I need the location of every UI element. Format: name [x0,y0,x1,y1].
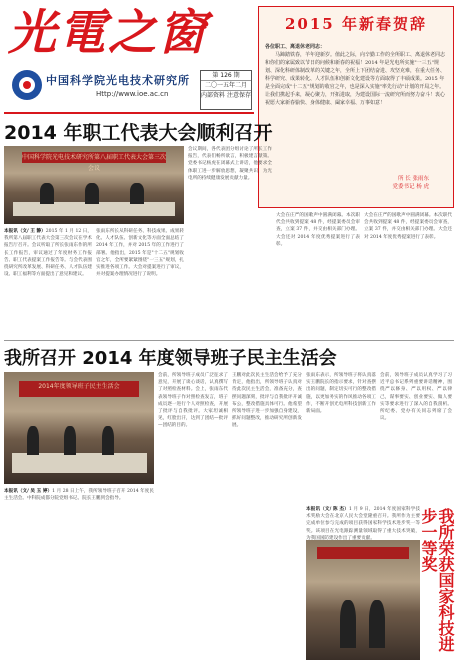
article2-col2: 王鹏对此次民主生活会给予了充分肯定，他指出，所领导班子认真对待此次民主生活会，准备充分，查摆问题深刻，批评与自我批评开诚布公，整改措施具体可行。他希望所领导班子进一步加强自身建设，抓好问题整改，推动研究所创新发展。 [232,373,302,429]
article2-headline: 我所召开 2014 年度领导班子民主生活会 [4,348,337,369]
photo1-person [85,183,99,203]
greeting-text: 马蹄踏铁春，羊年迎新岁。值此之际，向辛勤工作的全所职工、离退休老同志和你们的家属致以节日的问候和新春的祝福！2014 年是光电所实施"一三五"规划、深化科研体制改革的关键之年，全所上下团结奋进、攻坚克难，在重大任务、科学研究、成果转化、人才队伍和创新文化建设等方面取得了丰硕成果。2015 年是全面完成"十二五"规划的收官之年，也是深入实施"率先行动"计划的开局之年。让我们携起手来，凝心聚力，开拓进取，为建设国际一流研究所而努力奋斗！衷心祝愿大家新春愉快、身体健康、阖家幸福、万事如意！ [265,52,446,106]
article3-byline: 本报讯（文/ 陈 杰） [306,507,349,512]
photo1-table [13,202,175,216]
greeting-body [265,43,447,107]
photo1-person [130,183,144,203]
photo1-banner: 中国科学院光电技术研究所第八届职工代表大会第三次会议 [22,154,167,173]
article2-col1: 会前，所领导班子成员广泛征求了意见，开展了谈心谈话，认真撰写了对照检查材料。会上，张雨东代表领导班子作对照检查发言，班子成员逐一进行个人对照检查，开展了批评与自我批评。大家坦诚相见，红脸出汗，达到了团结—批评—团结的目的。 [158,373,228,429]
photo2-person [27,426,39,455]
article2-byline: 本报讯（文/ 吴 玉 婷） [4,489,53,494]
article3-headline: 我所荣获国家科技进步一等奖 [419,508,455,652]
article1-col1: 本报讯（文/ 王 静）2015 年 1 月 12 日，我所第八届职工代表大会第三次会议在学术报告厅召开。会议听取了所长张雨东作的所长工作报告，审议通过了年度财务工作报告、职工代表提案工作报告等。与会代表围绕研究所改革发展、科研任务、人才队伍建设、职工福利等方面提出了意见和建议。 [4,229,92,278]
article2-col3: 张雨东表示，所领导班子将认真落实王鹏院长的指示要求，针对查摆出的问题，制定切实可行的整改措施，以更加务实的作风推动各项工作，不断开创光电所科技创新工作新局面。 [306,373,376,415]
masthead-divider [4,112,254,114]
article1-photo [4,146,184,224]
article2-intro: 本报讯（文/ 吴 玉 婷）1 月 28 日上午，我所领导班子召开 2014 年度民主生活会。中科院成都分院党组书记、院长王鹏到会指导。 [4,489,154,502]
article1-col5: 大会在庄严的国歌声中圆满闭幕。本次职代会共收到提案 48 件，经提案委员会审查，立案 37 件，并交由相关部门办理。大会还对 2014 年度优秀提案进行了表彰。 [364,213,452,240]
signature-party-secretary: 党委书记 杨 虎 [392,184,429,190]
photo3-person [369,600,385,648]
article1-byline: 本报讯（文/ 王 静） [4,229,46,234]
article3-body: 本报讯（文/ 陈 杰）1 月 9 日，2014 年度国家科学技术奖励大会在北京人民大会堂隆重召开。我所作为主要完成单位参与完成的项目获得国家科学技术进步奖一等奖。该项目在光电跟踪测量领域取得了重大技术突破，为我国国防建设作出了重要贡献。 [306,507,420,541]
issue-note: 内部资料 注意保存 [201,92,251,99]
greeting-title: 2015 年新春贺辞 [285,15,427,33]
photo2-person [64,426,76,455]
article1-col3: 会议期间，各代表团分组讨论了所长工作报告，代表们畅所欲言，积极建言献策。党委书记杨虎在闭幕式上讲话，他要求全体职工进一步解放思想，凝聚共识，为光电所的持续健康发展贡献力量。 [188,147,272,181]
photo3-person [340,600,356,648]
photo2-table [12,453,147,473]
article2-photo [4,372,154,484]
section-divider [4,340,454,341]
photo2-banner: 2014年度领导班子民主生活会 [19,381,139,397]
signature-director: 所 长 张雨东 [398,176,429,182]
article1-headline: 2014 年职工代表大会顺利召开 [4,122,273,144]
article3-photo [306,540,420,660]
institute-name: 中国科学院光电技术研究所 [46,74,190,87]
issue-info-box [200,70,252,110]
photo2-person [102,426,114,455]
new-year-greeting-box [258,6,454,208]
greeting-salutation: 各位职工、离退休老同志： [265,44,326,50]
article2-col4: 会前，领导班子成员认真学习了习近平总书记系列重要讲话精神，围绕严以修身、严以用权、严以律己，谋事要实、创业要实、做人要实等要求进行了深入的自我剖析。所纪委、党办有关同志列席了会议。 [380,373,452,422]
institute-logo-icon [12,70,42,100]
photo3-banner [317,547,408,559]
masthead-title: 光電之窗 [8,5,209,61]
greeting-signature [393,175,430,191]
issue-number: 第 126 期 [201,71,251,81]
issue-date: 二〇一五年二月 [201,81,251,91]
institute-url[interactable]: Http://www.ioe.ac.cn [96,90,169,98]
article1-col2: 张雨东所长从科研任务、科技成果、成果转化、人才队伍、创新文化等方面全面总结了 2014 年工作，并对 2015 年的工作进行了部署。他指出，2015 年是"十二五"规划收官之年，全所要紧紧围绕"一三五"规划，扎实推进各项工作。大会对提案进行了审议，并对提案办理情况进行了说明。 [96,229,184,278]
article1-col4: 大会在庄严的国歌声中圆满闭幕。本次职代会共收到提案 48 件，经提案委员会审查，立案 37 件，并交由相关部门办理。大会还对 2014 年度优秀提案进行了表彰。 [276,213,360,247]
photo1-person [40,183,54,203]
